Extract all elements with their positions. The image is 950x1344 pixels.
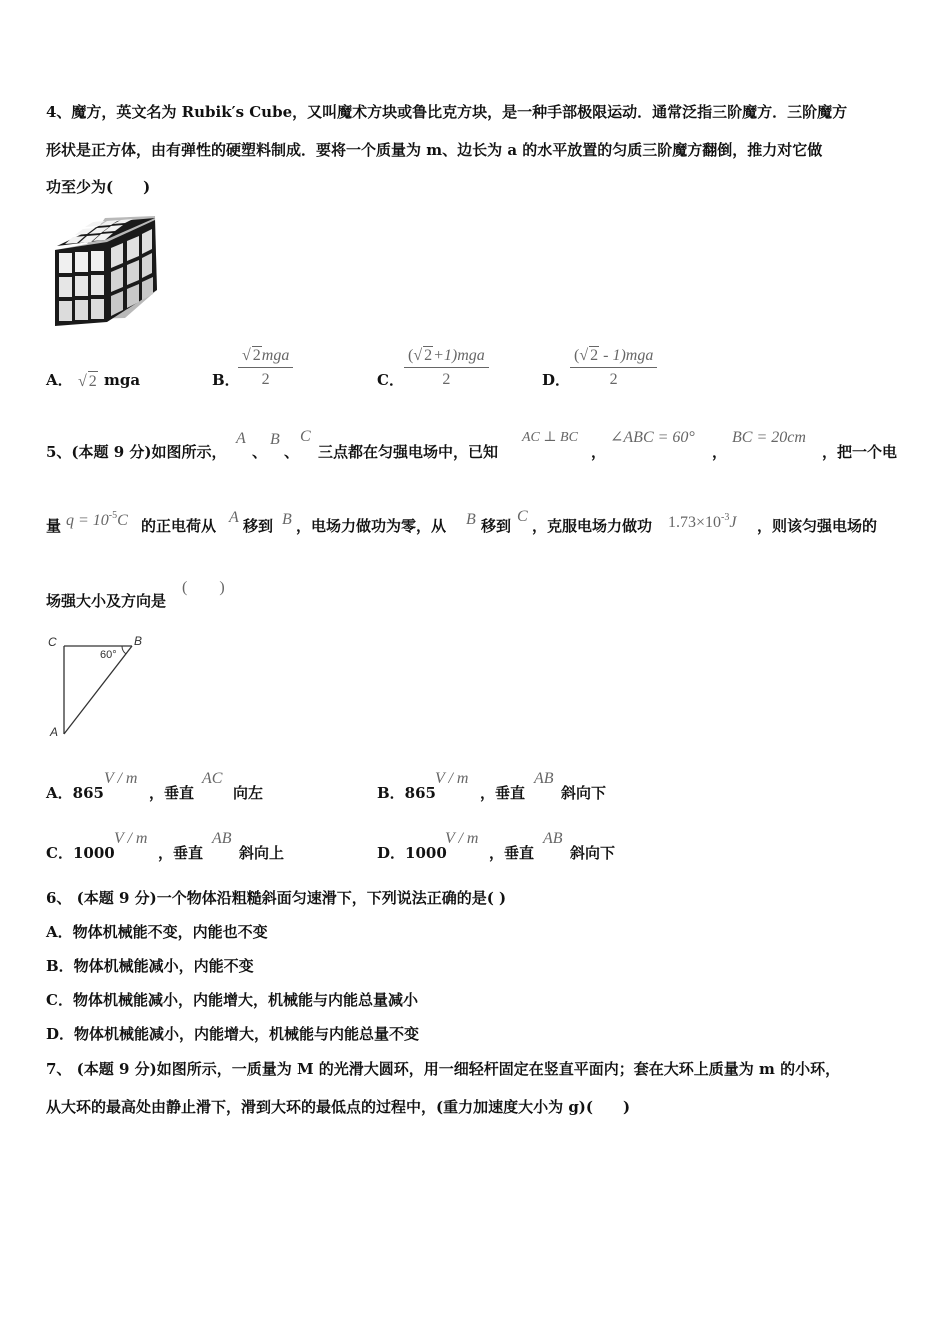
q4-option-d-denominator: 2	[609, 371, 618, 388]
sqrt-icon: √	[242, 347, 251, 364]
q5-condition-angle: ∠ABC = 60°	[610, 429, 695, 446]
q4-option-b-numerator: mga	[261, 347, 290, 364]
q5-charge-exponent: -5	[108, 510, 118, 521]
sqrt-icon: √	[78, 373, 87, 390]
q5-sep1: 、	[252, 443, 268, 461]
q5-answer-paren: ( )	[182, 579, 225, 596]
q5-option-a-label: A．865	[46, 784, 104, 802]
figure-label-a: A	[50, 725, 59, 739]
q5-charge-unit: C	[117, 512, 128, 529]
q5-line2-g: ，则该匀强电场的	[757, 517, 878, 535]
triangle-side-ab	[64, 646, 132, 734]
q5-option-b-dir: 斜向下	[561, 784, 607, 802]
q5-option-b-mid: ，垂直	[480, 784, 526, 802]
q4-option-d-num-pre: (	[574, 347, 580, 364]
q5-charge	[66, 506, 128, 531]
q5-comma1: ，	[591, 443, 607, 461]
q5-line2-point-a: A	[229, 509, 239, 526]
q6-stem: 6、 (本题 9 分)一个物体沿粗糙斜面匀速滑下，下列说法正确的是( )	[46, 889, 507, 907]
q4-option-c-num-pre: (	[408, 347, 414, 364]
q5-option-c-mid: ，垂直	[158, 844, 204, 862]
q4-option-c-denominator: 2	[442, 371, 451, 388]
q5-stem-intro: 5、(本题 9 分)如图所示，	[46, 443, 227, 461]
q4-option-b-denominator: 2	[261, 371, 270, 388]
q5-line2-c: 移到	[243, 517, 274, 535]
q4-option-a-label: A．	[46, 371, 73, 389]
q5-line2-point-c: C	[517, 508, 528, 525]
figure-angle-label: 60°	[100, 649, 117, 661]
q5-option-b-label: B．865	[377, 784, 436, 802]
q5-work-base: 1.73×10	[668, 514, 722, 531]
q5-option-d-unit: V / m	[445, 830, 479, 847]
q5-line3: 场强大小及方向是	[46, 592, 167, 610]
q5-option-d-dir: 斜向下	[570, 844, 616, 862]
triangle-figure	[44, 630, 154, 742]
q6-option-b: B．物体机械能减小，内能不变	[46, 957, 254, 975]
q5-work	[668, 508, 736, 533]
figure-label-c: C	[48, 635, 57, 649]
q5-point-c: C	[300, 428, 311, 445]
q5-option-a-line: AC	[202, 770, 223, 787]
q5-option-d-mid: ，垂直	[489, 844, 535, 862]
q5-option-a-mid: ，垂直	[149, 784, 195, 802]
q5-stem-end1: ，把一个电	[822, 443, 898, 461]
q4-option-d-radicand: 2	[590, 347, 599, 364]
q4-option-b-fraction	[238, 346, 293, 389]
q5-option-c-unit: V / m	[114, 830, 148, 847]
q5-line2-e: 移到	[481, 517, 512, 535]
q5-comma2: ，	[712, 443, 728, 461]
q7-stem-line2: 从大环的最高处由静止滑下，滑到大环的最低点的过程中，(重力加速度大小为 g)( )	[46, 1098, 631, 1116]
q4-stem-line2: 形状是正方体，由有弹性的硬塑料制成．要将一个质量为 m、边长为 a 的水平放置的匀质三阶魔方翻倒，推力对它做	[46, 141, 823, 159]
rubiks-cube-image	[45, 210, 160, 326]
sqrt-icon: √	[413, 347, 423, 364]
q4-option-d-num-post: - 1)mga	[599, 347, 654, 364]
q6-option-a: A．物体机械能不变，内能也不变	[46, 923, 268, 941]
q5-line2-d: ，电场力做功为零，从	[296, 517, 447, 535]
q5-condition-length: BC = 20cm	[732, 429, 806, 446]
q5-point-b: B	[270, 431, 280, 448]
q5-sep2: 、	[284, 443, 300, 461]
q4-option-c-num-post: +1)mga	[433, 347, 485, 364]
q4-option-a-radicand: 2	[88, 373, 97, 390]
q4-option-a-text: mga	[104, 371, 141, 389]
q5-charge-base: q = 10	[66, 512, 109, 529]
q4-option-a-value	[78, 371, 98, 392]
q5-option-c-line: AB	[212, 830, 232, 847]
q5-option-d-line: AB	[543, 830, 563, 847]
q5-line2-a: 量	[46, 517, 62, 535]
q5-line2-point-b: B	[282, 511, 292, 528]
q5-work-exponent: -3	[721, 512, 730, 523]
q5-option-c-dir: 斜向上	[239, 844, 285, 862]
q4-option-c-radicand: 2	[424, 347, 433, 364]
q4-option-b-radicand: 2	[252, 347, 261, 364]
q6-option-c: C．物体机械能减小，内能增大，机械能与内能总量减小	[46, 991, 418, 1009]
q4-option-d-label: D．	[542, 371, 571, 389]
q4-stem-line1: 4、魔方，英文名为 Rubik′s Cube，又叫魔术方块或鲁比克方块，是一种手部极限运动．通常泛指三阶魔方．三阶魔方	[46, 103, 848, 121]
q4-option-c-label: C．	[377, 371, 404, 389]
q7-stem-line1: 7、 (本题 9 分)如图所示，一质量为 M 的光滑大圆环，用一细轻杆固定在竖直平面内；套在大环上质量为 m 的小环，	[46, 1060, 841, 1078]
q4-option-c-fraction	[404, 346, 489, 389]
q4-option-b-label: B．	[212, 371, 240, 389]
angle-arc-b	[122, 646, 126, 654]
q5-work-unit: J	[729, 514, 737, 531]
q6-option-d: D．物体机械能减小，内能增大，机械能与内能总量不变	[46, 1025, 420, 1043]
figure-label-b: B	[134, 634, 143, 648]
q4-stem-line3: 功至少为( )	[46, 178, 151, 196]
q5-option-c-label: C．1000	[46, 844, 115, 862]
q5-option-b-line: AB	[534, 770, 554, 787]
q5-point-a: A	[236, 430, 246, 447]
q5-line2-f: ，克服电场力做功	[532, 517, 653, 535]
q5-option-a-unit: V / m	[104, 770, 138, 787]
q5-option-d-label: D．1000	[377, 844, 447, 862]
q4-option-d-fraction	[570, 346, 657, 389]
q5-line2-b: 的正电荷从	[141, 517, 217, 535]
q5-option-a-dir: 向左	[233, 784, 264, 802]
q5-stem-mid: 三点都在匀强电场中，已知	[318, 443, 499, 461]
q5-condition-perpendicular: AC ⊥ BC	[522, 430, 578, 445]
q5-option-b-unit: V / m	[435, 770, 469, 787]
q5-line2-point-b2: B	[466, 511, 476, 528]
sqrt-icon: √	[579, 347, 589, 364]
